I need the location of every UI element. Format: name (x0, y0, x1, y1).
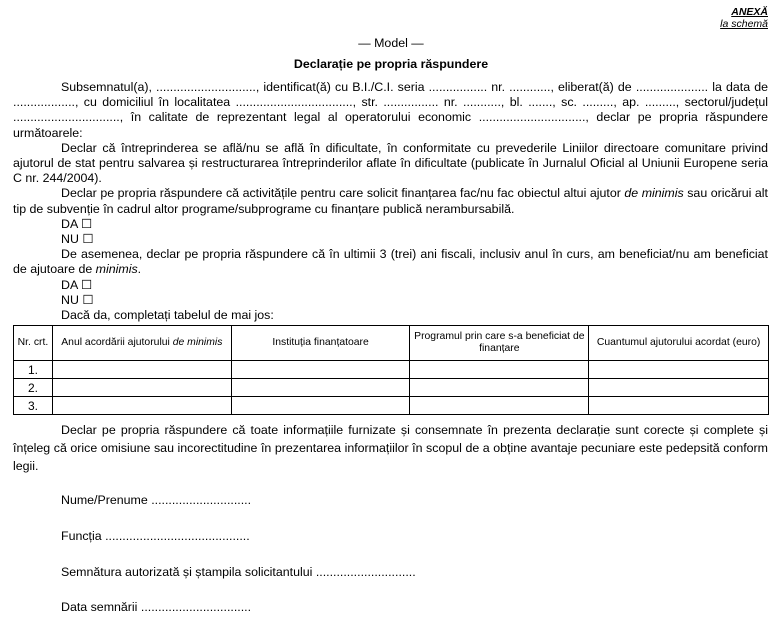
no-option-2[interactable]: NU ☐ (61, 292, 94, 307)
declaration-body (13, 80, 768, 323)
table-row (14, 397, 769, 415)
identity-paragraph: Subsemnatul(a), ............................., identificat(ă) cu B.I./C.I. seria ................. nr. ............, eliberat(ă) de ..................... la data de .................., cu domiciliul în localitatea .................................., str. ................ nr. ..........., bl. ......., sc. ........., ap. ........., sectorul/județul ..............................., în calitate de reprezentant legal al operatorului economic ..............................., declar pe propria răspundere următoarele: (13, 80, 768, 140)
annex-header (720, 6, 768, 30)
row-number: 2. (14, 379, 53, 397)
year-cell[interactable] (52, 361, 231, 379)
table-header-row (14, 326, 769, 361)
signature-stamp-field[interactable]: Semnătura autorizată și ștampila solicitantului ............................. (61, 565, 416, 579)
row-number: 3. (14, 397, 53, 415)
program-cell[interactable] (410, 397, 589, 415)
function-field[interactable]: Funcția .......................................... (61, 529, 250, 543)
table-row (14, 379, 769, 397)
other-aid-text-a: Declar pe propria răspundere că activitățile pentru care solicit finanțarea fac/nu fac obiectul altui ajutor (61, 186, 625, 201)
minimis-text-a: De asemenea, declar pe propria răspundere că în ultimii 3 (trei) ani fiscali, inclusiv anul în curs, am beneficiat/nu am beneficiat de ajutoare de (13, 247, 768, 277)
yes-option-1[interactable]: DA ☐ (61, 216, 93, 231)
minimis-aid-table (13, 325, 769, 415)
institution-cell[interactable] (231, 361, 410, 379)
amount-cell[interactable] (589, 361, 769, 379)
document-title: Declarație pe propria răspundere (293, 57, 489, 71)
table-row (14, 361, 769, 379)
difficulty-paragraph: Declar că întreprinderea se află/nu se află în dificultate, în conformitate cu prevederile Liniilor directoare comunitare privind ajutorul de stat pentru salvarea și restructurarea întreprinderilor aflate în dificultate (publicate în Jurnalul Oficial al Uniunii Europene seria C nr. 244/2004). (13, 140, 768, 186)
header-program: Programul prin care s-a beneficiat de finanțare (410, 326, 589, 361)
header-amount: Cuantumul ajutorului acordat (euro) (589, 326, 769, 361)
no-option-1[interactable]: NU ☐ (61, 232, 94, 247)
program-cell[interactable] (410, 379, 589, 397)
institution-cell[interactable] (231, 379, 410, 397)
institution-cell[interactable] (231, 397, 410, 415)
program-cell[interactable] (410, 361, 589, 379)
header-year-text: Anul acordării ajutorului (61, 337, 173, 348)
other-aid-emphasis: de minimis (624, 186, 684, 201)
model-label: — Model — (358, 36, 424, 50)
header-institution: Instituția finanțatoare (231, 326, 410, 361)
row-number: 1. (14, 361, 53, 379)
name-field[interactable]: Nume/Prenume ............................. (61, 493, 252, 507)
annex-label: ANEXĂ (731, 6, 768, 18)
signing-date-field[interactable]: Data semnării ................................ (61, 600, 252, 614)
minimis-text-b: . (137, 262, 142, 277)
header-nr: Nr. crt. (14, 326, 53, 361)
year-cell[interactable] (52, 379, 231, 397)
other-aid-text-b: sau oricărui alt tip de subvenție în cadrul altor programe/subprograme cu finanțare publică nerambursabilă. (13, 186, 768, 216)
final-declaration: Declar pe propria răspundere că toate informațiile furnizate și consemnate în prezenta declarație sunt corecte și complete și înțeleg că orice omisiune sau incorectitudine în prezentarea informațiilor în scopul de a obține avantaje pecuniare este pedepsită conform legii. (13, 423, 768, 473)
minimis-paragraph (13, 247, 768, 277)
amount-cell[interactable] (589, 379, 769, 397)
table-instruction: Dacă da, completați tabelul de mai jos: (61, 308, 274, 323)
yes-option-2[interactable]: DA ☐ (61, 277, 93, 292)
minimis-emphasis: minimis (95, 262, 138, 277)
year-cell[interactable] (52, 397, 231, 415)
annex-reference: la schemă (720, 18, 768, 30)
header-year (52, 326, 231, 361)
other-aid-paragraph (13, 186, 768, 216)
header-year-emphasis: de minimis (172, 337, 223, 348)
amount-cell[interactable] (589, 397, 769, 415)
